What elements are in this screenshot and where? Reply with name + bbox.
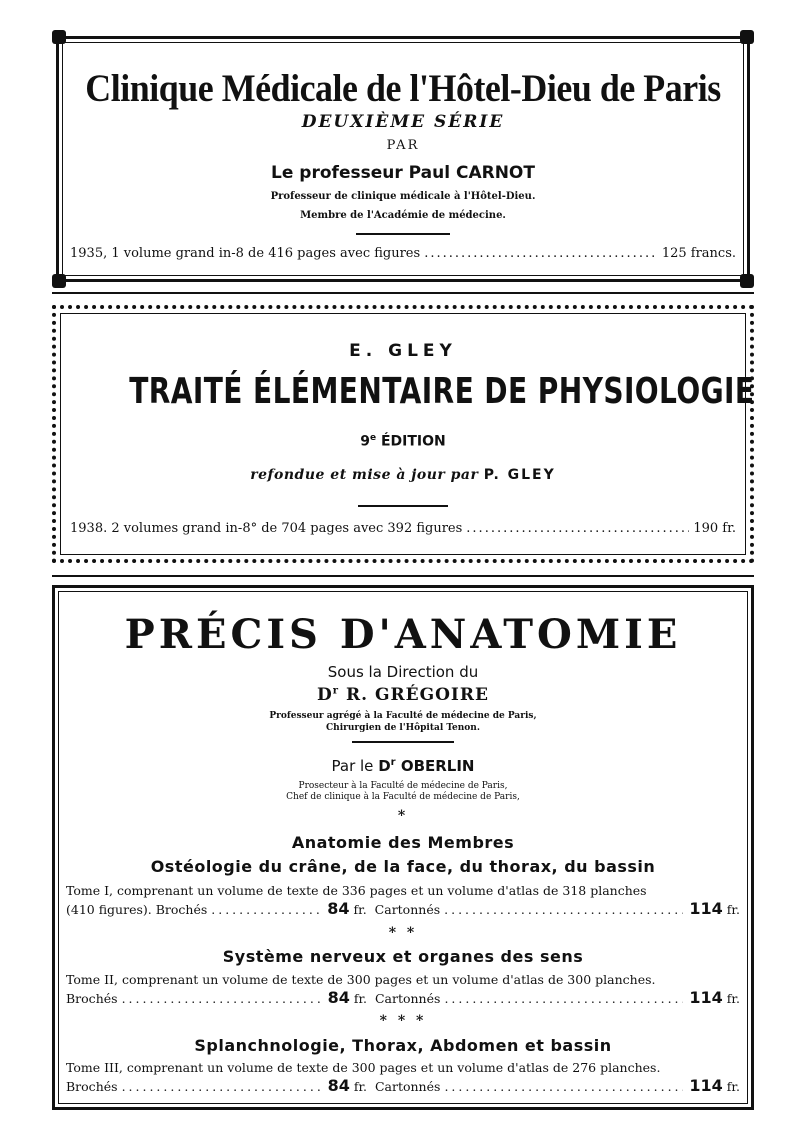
edition-label: 9e ÉDITION bbox=[360, 433, 446, 450]
corner-ornament bbox=[740, 274, 754, 288]
edition-details: 1938. 2 volumes grand in-8° de 704 pages avec 392 figures bbox=[70, 521, 463, 536]
divider bbox=[358, 505, 448, 507]
volume-description: Tome II, comprenant un volume de texte de 300 pages et un volume d'atlas de 300 planches. bbox=[66, 972, 656, 987]
by-label: PAR bbox=[386, 138, 420, 153]
author-role: Membre de l'Académie de médecine. bbox=[300, 210, 506, 221]
separator-rule bbox=[52, 292, 754, 294]
coauthor-role: Prosecteur à la Faculté de médecine de Paris, bbox=[298, 781, 508, 791]
section-title: Système nerveux et organes des sens bbox=[222, 947, 584, 966]
divider bbox=[356, 233, 450, 235]
section-subtitle: Ostéologie du crâne, de la face, du thorax, du bassin bbox=[150, 857, 656, 876]
series-label: DEUXIÈME SÉRIE bbox=[301, 112, 505, 132]
direction-label: Sous la Direction du bbox=[327, 663, 479, 681]
director-name: $D^r$ R. GRÉGOIRE bbox=[317, 685, 489, 705]
ad-precis-anatomie bbox=[52, 585, 754, 1110]
dot-leader bbox=[122, 1079, 322, 1094]
section-asterism: * * * bbox=[379, 1013, 427, 1029]
price: 125 francs. bbox=[661, 246, 736, 261]
book-title: PRÉCIS D'ANATOMIE bbox=[124, 611, 682, 658]
section-title: Anatomie des Membres bbox=[291, 833, 515, 852]
volume-description: Tome I, comprenant un volume de texte de 336 pages et un volume d'atlas de 318 planches bbox=[66, 883, 647, 898]
dot-leader bbox=[444, 991, 683, 1006]
volume-description: Tome III, comprenant un volume de texte de 300 pages et un volume d'atlas de 276 planches. bbox=[66, 1060, 661, 1075]
price-line: (410 figures). Brochés ..... 84 fr. Cartonnés ..... 114 fr. bbox=[66, 899, 740, 918]
director-role: Chirurgien de l'Hôpital Tenon. bbox=[326, 723, 480, 733]
dot-leader bbox=[122, 991, 322, 1006]
price-line bbox=[70, 246, 736, 261]
author-name: Le professeur Paul CARNOT bbox=[271, 163, 535, 183]
dot-leader bbox=[444, 1079, 683, 1094]
dot-leader bbox=[424, 246, 658, 261]
divider bbox=[352, 741, 454, 743]
coauthor-name: Par le $D^r$ OBERLIN bbox=[331, 757, 475, 775]
dot-leader bbox=[466, 521, 689, 536]
price-line: Brochés ..... 84 fr. Cartonnés ..... 114 fr. bbox=[66, 1076, 740, 1095]
section-asterism: * bbox=[397, 808, 409, 824]
separator-rule bbox=[52, 575, 754, 577]
ad-clinique-medicale bbox=[52, 28, 754, 282]
book-title: TRAITÉ ÉLÉMENTAIRE DE PHYSIOLOGIE bbox=[129, 371, 755, 412]
revision-credit: refondue et mise à jour par P. GLEY bbox=[250, 467, 556, 483]
price-line: Brochés ..... 84 fr. Cartonnés ..... 114 fr. bbox=[66, 988, 740, 1007]
section-asterism: * * bbox=[388, 925, 418, 941]
price-line bbox=[70, 521, 736, 536]
author-role: Professeur de clinique médicale à l'Hôtel-Dieu. bbox=[270, 191, 536, 202]
coauthor-role: Chef de clinique à la Faculté de médecine de Paris, bbox=[286, 792, 520, 802]
dot-leader bbox=[211, 902, 321, 917]
corner-ornament bbox=[740, 30, 754, 44]
ad-traite-physiologie bbox=[52, 305, 754, 563]
dot-leader bbox=[444, 902, 683, 917]
author-name: E. GLEY bbox=[349, 341, 457, 361]
price: 190 fr. bbox=[693, 521, 736, 536]
edition-details: 1935, 1 volume grand in-8 de 416 pages avec figures bbox=[70, 246, 421, 261]
section-title: Splanchnologie, Thorax, Abdomen et bassin bbox=[194, 1036, 612, 1055]
book-title: Clinique Médicale de l'Hôtel-Dieu de Paris bbox=[85, 67, 721, 110]
corner-ornament bbox=[52, 274, 66, 288]
director-role: Professeur agrégé à la Faculté de médecine de Paris, bbox=[269, 711, 537, 721]
corner-ornament bbox=[52, 30, 66, 44]
